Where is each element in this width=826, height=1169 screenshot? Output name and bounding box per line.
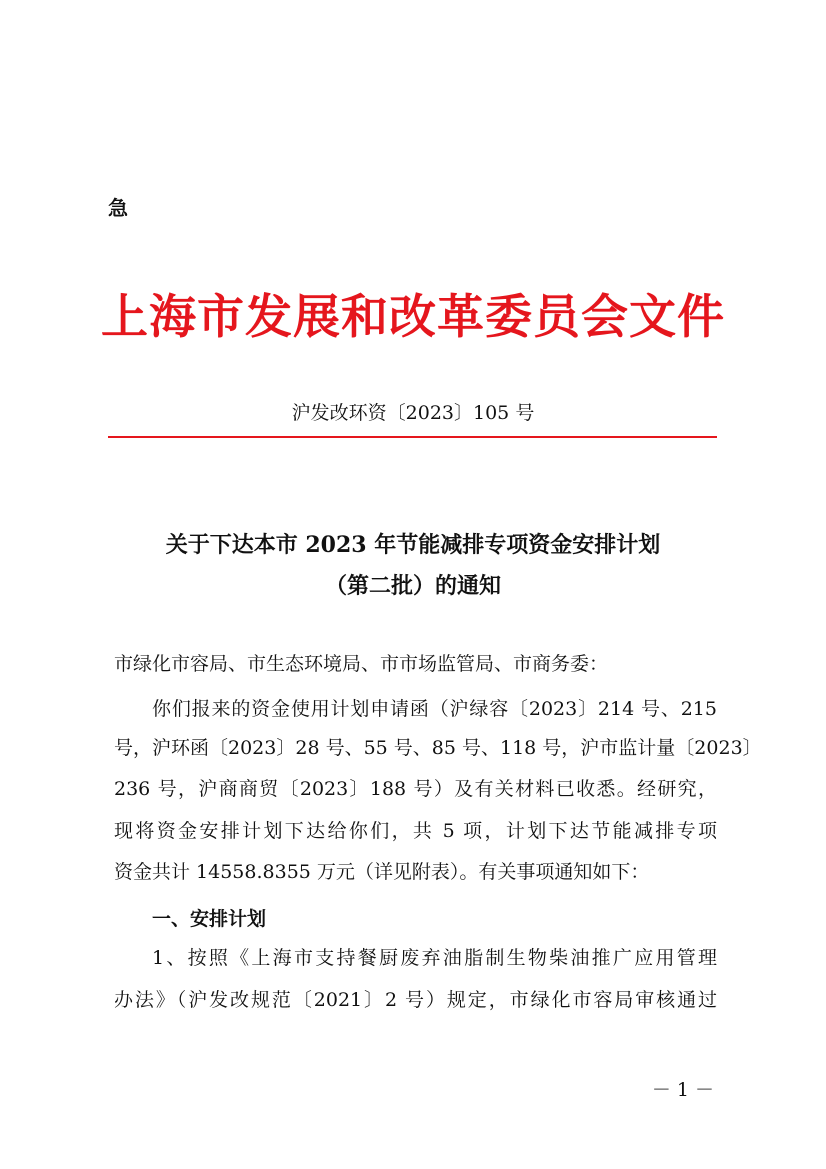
document-number: 沪发改环资〔2023〕105 号 [291, 402, 535, 424]
body-line: 你们报来的资金使用计划申请函（沪绿容〔2023〕214 号、215 [152, 698, 717, 720]
body-line: 现将资金安排计划下达给你们，共 5 项，计划下达节能减排专项 [114, 820, 717, 842]
section-heading: 一、安排计划 [152, 908, 267, 930]
page-number: － 1 － [651, 1079, 714, 1101]
issuing-organization-title: 上海市发展和改革委员会文件 [101, 290, 725, 345]
item-line: 1、按照《上海市支持餐厨废弃油脂制生物柴油推广应用管理 [152, 947, 717, 969]
notice-title-line-2: （第二批）的通知 [324, 573, 501, 599]
body-line: 资金共计 14558.8355 万元（详见附表）。有关事项通知如下： [114, 861, 650, 883]
item-line: 办法》（沪发改规范〔2021〕2 号）规定，市绿化市容局审核通过 [114, 989, 717, 1011]
notice-title-line-1: 关于下达本市 2023 年节能减排专项资金安排计划 [165, 532, 661, 558]
red-header-rule [108, 436, 717, 438]
body-line: 236 号，沪商商贸〔2023〕188 号）及有关材料已收悉。经研究， [114, 778, 717, 800]
body-line: 号，沪环函〔2023〕28 号、55 号、85 号、118 号，沪市监计量〔2023〕 [114, 737, 762, 759]
recipients-line: 市绿化市容局、市生态环境局、市市场监管局、市商务委： [114, 653, 609, 675]
urgency-mark: 急 [108, 196, 128, 220]
